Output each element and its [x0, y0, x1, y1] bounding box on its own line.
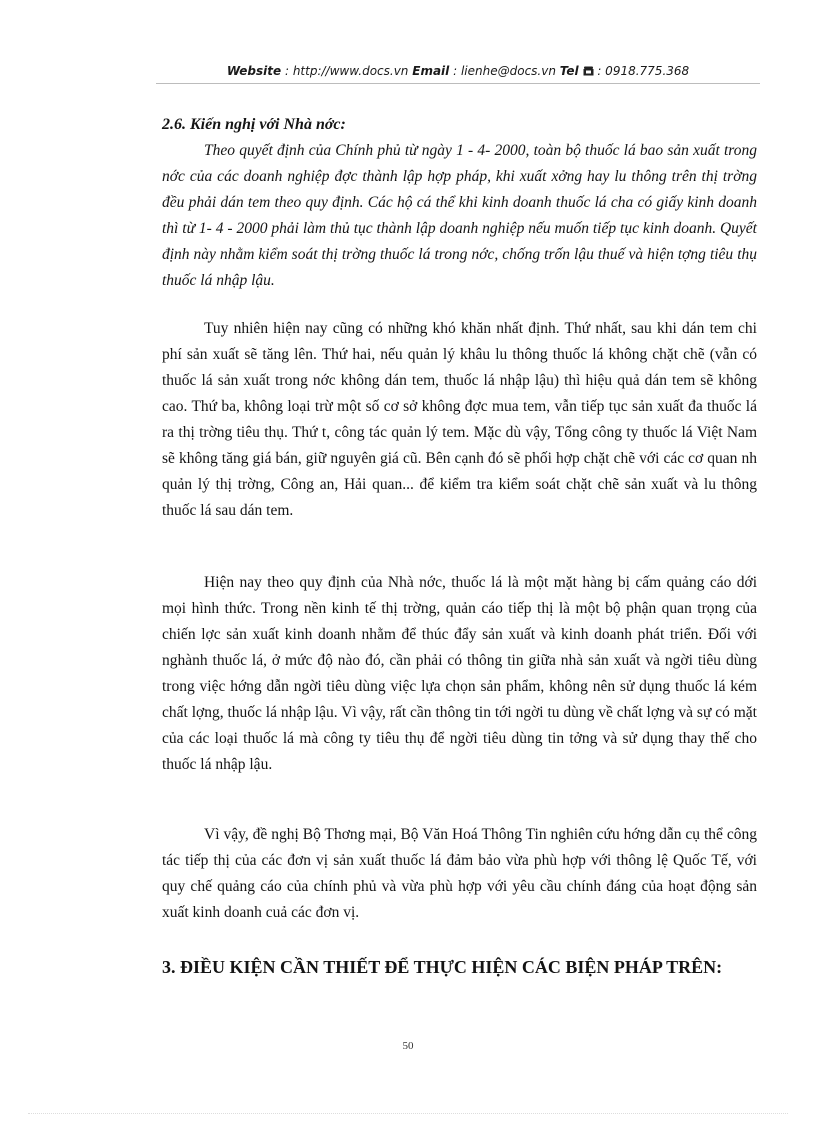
tel-label: Tel [559, 64, 579, 78]
paragraph-1: Theo quyết định của Chính phủ từ ngày 1 - 4- 2000, toàn bộ thuốc lá bao sản xuất trong nớc của các doanh nghiệp đợc thành lập hợp pháp, khi xuất xởng hay lu thông trên thị trờng đều phải dán tem theo quy định. Các hộ cá thể khi kinh doanh thuốc lá cha có giấy kinh doanh thì từ 1- 4 - 2000 phải làm thủ tục thành lập doanh nghiệp nếu muốn tiếp tục kinh doanh. Quyết định này nhằm kiểm soát thị trờng thuốc lá trong nớc, chống trốn lậu thuế và hiện tợng tiêu thụ thuốc lá nhập lậu. [162, 142, 757, 289]
page-header [156, 64, 760, 78]
paragraph-3: Hiện nay theo quy định của Nhà nớc, thuốc lá là một mặt hàng bị cấm quảng cáo dới mọi hình thức. Trong nền kinh tế thị trờng, quản cáo tiếp thị là một bộ phận quan trọng của chiến lợc sản xuất kinh doanh nhằm để thúc đẩy sản xuất và kinh doanh phát triển. Đối với nghành thuốc lá, ở mức độ nào đó, cần phải có thông tin giữa nhà sản xuất và ngời tiêu dùng trong việc hớng dẫn ngời tiêu dùng việc lựa chọn sản phẩm, không nên sử dụng thuốc lá kém chất lợng, thuốc lá nhập lậu. Vì vậy, rất cần thông tin tới ngời tu dùng về chất lợng và sự có mặt của các loại thuốc lá mà công ty tiêu thụ để ngời tiêu dùng tin tởng và sử dụng thay thế cho thuốc lá nhập lậu. [162, 574, 757, 773]
paragraph-4: Vì vậy, đề nghị Bộ Thơng mại, Bộ Văn Hoá Thông Tin nghiên cứu hớng dẫn cụ thể công tác tiếp thị của các đơn vị sản xuất thuốc lá đảm bảo vừa phù hợp với thông lệ Quốc Tế, với quy chế quảng cáo của chính phủ và vừa phù hợp với yêu cầu chính đáng của hoạt động sản xuất kinh doanh cuả các đơn vị. [162, 826, 757, 921]
footer-divider [28, 1113, 788, 1114]
phone-icon [583, 64, 598, 78]
section-3-heading: 3. ĐIỀU KIỆN CẦN THIẾT ĐỂ THỰC HIỆN CÁC BIỆN PHÁP TRÊN: [162, 957, 723, 977]
tel-number[interactable]: : 0918.775.368 [597, 64, 690, 78]
website-label: Website [226, 64, 282, 78]
page-number: 50 [402, 1040, 414, 1052]
header-divider [156, 83, 760, 84]
section-title: 2.6. Kiến nghị với Nhà nớc: [162, 116, 346, 133]
paragraph-2: Tuy nhiên hiện nay cũng có những khó khăn nhất định. Thứ nhất, sau khi dán tem chi phí sản xuất sẽ tăng lên. Thứ hai, nếu quản lý khâu lu thông thuốc lá không chặt chẽ (vẫn có thuốc lá sản xuất trong nớc không dán tem, thuốc lá nhập lậu) thì hiệu quả dán tem sẽ không cao. Thứ ba, không loại trừ một số cơ sở không đợc mua tem, vẫn tiếp tục sản xuất đa thuốc lá ra thị trờng tiêu thụ. Thứ t, công tác quản lý tem. Mặc dù vậy, Tổng công ty thuốc lá Việt Nam sẽ không tăng giá bán, giữ nguyên giá cũ. Bên cạnh đó sẽ phối hợp chặt chẽ với các cơ quan nh quản lý thị trờng, Công an, Hải quan... để kiểm tra kiểm soát chặt chẽ sản xuất và lu thông thuốc lá sau dán tem. [162, 320, 757, 519]
email-address[interactable]: : lienhe@docs.vn [453, 64, 556, 78]
website-url[interactable]: : http://www.docs.vn [284, 64, 409, 78]
email-label: Email [412, 64, 450, 78]
